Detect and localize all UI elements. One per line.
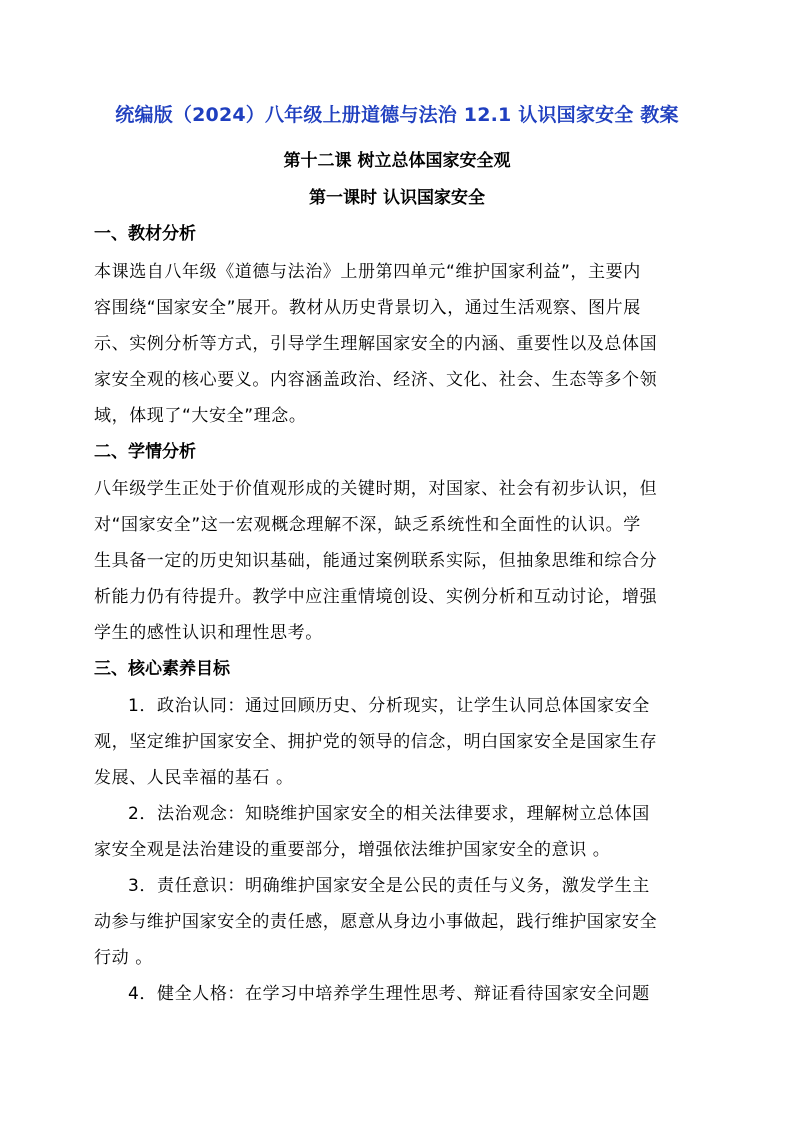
paragraph-line: 示、实例分析等方式，引导学生理解国家安全的内涵、重要性以及总体国 bbox=[94, 334, 658, 354]
paragraph-line: 生具备一定的历史知识基础，能通过案例联系实际，但抽象思维和综合分 bbox=[94, 551, 658, 571]
section-heading-textbook-analysis: 一、教材分析 bbox=[94, 224, 196, 244]
paragraph-line: 域，体现了“大安全”理念。 bbox=[94, 406, 307, 426]
goal-item-line: 发展、人民幸福的基石 。 bbox=[94, 768, 294, 788]
section-heading-core-literacy-goals: 三、核心素养目标 bbox=[94, 659, 230, 679]
paragraph-line: 析能力仍有待提升。教学中应注重情境创设、实例分析和互动讨论，增强 bbox=[94, 587, 658, 607]
goal-item-line: 2．法治观念：知晓维护国家安全的相关法律要求，理解树立总体国 bbox=[128, 804, 650, 824]
lesson-title: 第十二课 树立总体国家安全观 bbox=[283, 151, 511, 171]
paragraph-line: 本课选自八年级《道德与法治》上册第四单元“维护国家利益”，主要内 bbox=[94, 262, 641, 282]
goal-item-line: 4．健全人格：在学习中培养学生理性思考、辩证看待国家安全问题 bbox=[128, 984, 650, 1004]
period-title: 第一课时 认识国家安全 bbox=[309, 188, 485, 208]
paragraph-line: 对“国家安全”这一宏观概念理解不深，缺乏系统性和全面性的认识。学 bbox=[94, 515, 641, 535]
paragraph-line: 家安全观的核心要义。内容涵盖政治、经济、文化、社会、生态等多个领 bbox=[94, 370, 658, 390]
goal-item-line: 3．责任意识：明确维护国家安全是公民的责任与义务，激发学生主 bbox=[128, 876, 650, 896]
goal-item-line: 观，坚定维护国家安全、拥护党的领导的信念，明白国家安全是国家生存 bbox=[94, 732, 658, 752]
goal-item-line: 1．政治认同：通过回顾历史、分析现实，让学生认同总体国家安全 bbox=[128, 696, 650, 716]
goal-item-line: 行动 。 bbox=[94, 948, 153, 968]
paragraph-line: 容围绕“国家安全”展开。教材从历史背景切入，通过生活观察、图片展 bbox=[94, 298, 641, 318]
document-title: 统编版（2024）八年级上册道德与法治 12.1 认识国家安全 教案 bbox=[115, 104, 679, 126]
goal-item-line: 动参与维护国家安全的责任感，愿意从身边小事做起，践行维护国家安全 bbox=[94, 912, 658, 932]
goal-item-line: 家安全观是法治建设的重要部分，增强依法维护国家安全的意识 。 bbox=[94, 840, 611, 860]
paragraph-line: 八年级学生正处于价值观形成的关键时期，对国家、社会有初步认识，但 bbox=[94, 479, 658, 499]
paragraph-line: 学生的感性认识和理性思考。 bbox=[94, 623, 323, 643]
section-heading-student-analysis: 二、学情分析 bbox=[94, 442, 196, 462]
